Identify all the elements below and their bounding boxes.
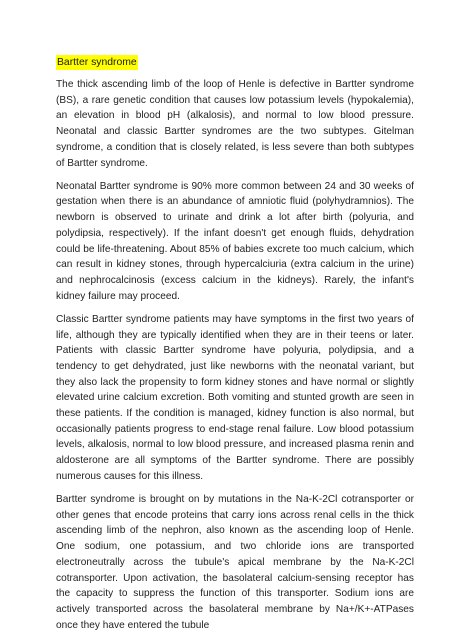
paragraph-neonatal: Neonatal Bartter syndrome is 90% more common between 24 and 30 weeks of gestation when there is an abundance of amniotic fluid (polyhydramnios). The newborn is observed to urinate and drink a lot after birth (polyuria, and polydipsia, respectively). If the infant doesn't get enough fluids, dehydration could be life-threatening. About 85% of babies excrete too much calcium, which can result in kidney stones, through hypercalciuria (extra calcium in the urine) and nephrocalcinosis (excess calcium in the kidneys). Rarely, the infant's kidney failure may proceed. xyxy=(56,180,414,302)
paragraph-classic: Classic Bartter syndrome patients may have symptoms in the first two years of life, although they are typically identified when they are in their teens or later. Patients with classic Bartter syndrome have polyuria, polydipsia, and a tendency to get dehydrated, just like newborns with the neonatal variant, but they also lack the propensity to form kidney stones and have normal or slightly elevated urine calcium excretion. Both vomiting and stunted growth are seen in these patients. If the condition is managed, kidney function is also normal, but occasionally patients progress to end-stage renal failure. Low blood potassium levels, alkalosis, normal to low blood pressure, and increased plasma renin and aldosterone are all symptoms of the Bartter syndrome. There are possibly numerous causes for this illness. xyxy=(56,313,414,482)
paragraph-intro: The thick ascending limb of the loop of Henle is defective in Bartter syndrome (BS), a rare genetic condition that causes low potassium levels (hypokalemia), an elevation in blood pH (alkalosis), and normal to low blood pressure. Neonatal and classic Bartter syndromes are the two subtypes. Gitelman syndrome, a condition that is closely related, is less severe than both subtypes of Bartter syndrome. xyxy=(56,79,414,169)
document-title: Bartter syndrome xyxy=(57,57,137,68)
paragraph-mechanism: Bartter syndrome is brought on by mutations in the Na-K-2Cl cotransporter or other genes that encode proteins that carry ions across renal cells in the thick ascending limb of the nephron, also known as the ascending loop of Henle. One sodium, one potassium, and two chloride ions are transported electroneutrally across the tubule's apical membrane by the Na-K-2Cl cotransporter. Upon activation, the basolateral calcium-sensing receptor has the capacity to suppress the function of this transporter. Sodium ions are actively transported across the basolateral membrane by Na+/K+-ATPases once they have entered the tubule xyxy=(56,494,414,631)
